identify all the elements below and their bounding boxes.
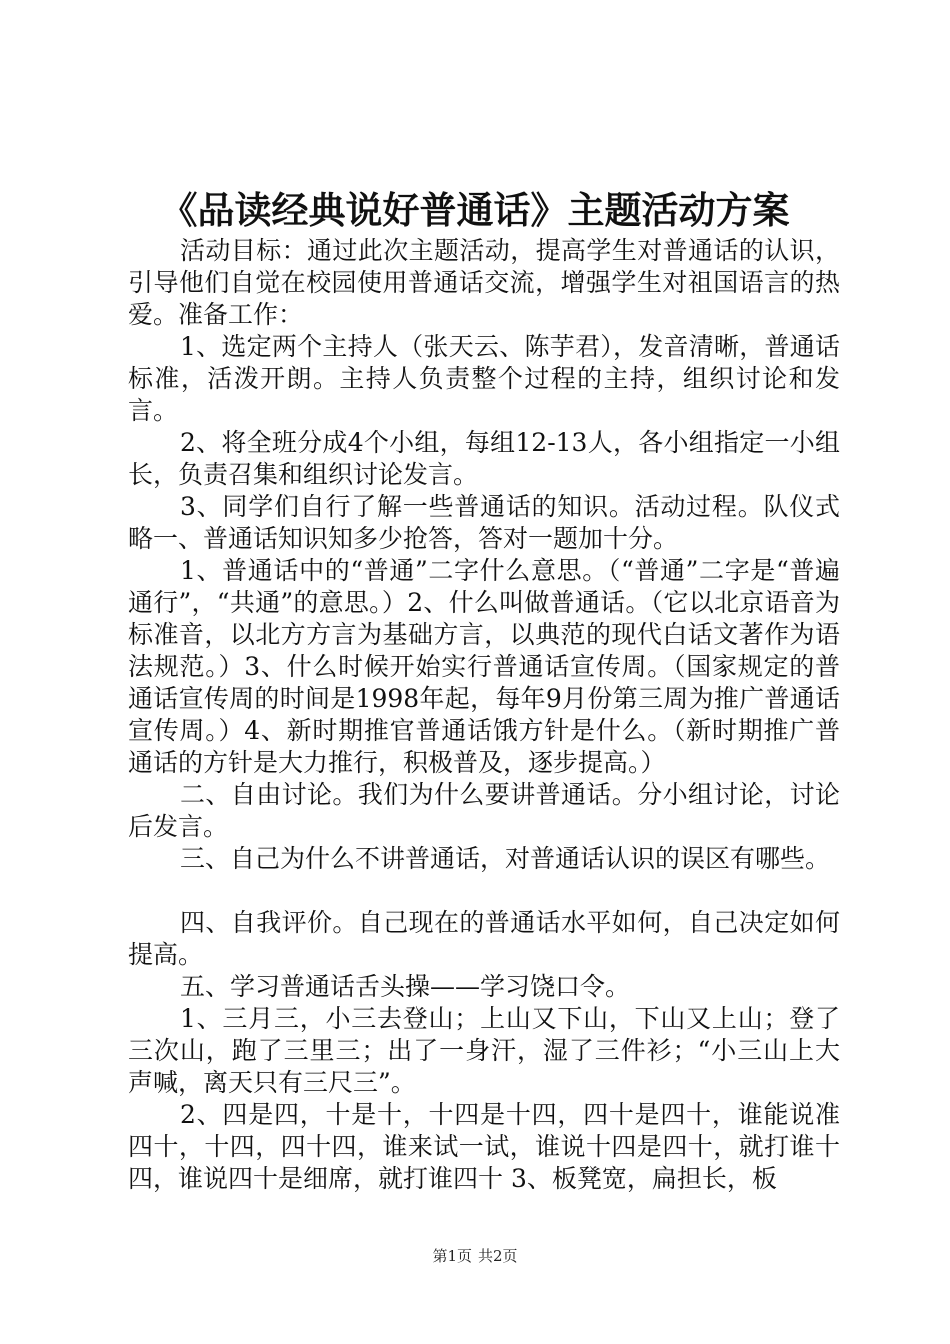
page-number: 第1页 xyxy=(432,1247,472,1265)
page-total: 共2页 xyxy=(478,1247,518,1265)
page-footer xyxy=(0,1246,950,1266)
paragraph-misconceptions: 三、自己为什么不讲普通话，对普通话认识的误区有哪些。 xyxy=(180,844,831,873)
document-body xyxy=(128,235,840,1195)
paragraph-goal: 活动目标：通过此次主题活动，提高学生对普通话的认识，引导他们自觉在校园使用普通话交流，增强学生对祖国语言的热爱。准备工作： xyxy=(128,236,840,329)
document-title: 《品读经典说好普通话》主题活动方案 xyxy=(160,188,790,232)
paragraph-prep-1: 1、选定两个主持人（张天云、陈芋君），发音清晰，普通话标准，活泼开朗。主持人负责整个过程的主持，组织讨论和发言。 xyxy=(128,332,840,425)
paragraph-prep-3: 3、同学们自行了解一些普通话的知识。活动过程。队仪式略一、普通话知识知多少抢答，答对一题加十分。 xyxy=(128,492,840,553)
paragraph-prep-2: 2、将全班分成4个小组，每组12-13人，各小组指定一小组长，负责召集和组织讨论发言。 xyxy=(128,428,840,489)
paragraph-tongue-twister-2: 2、四是四，十是十，十四是十四，四十是四十，谁能说准四十，十四，四十四，谁来试一试，谁说十四是四十，就打谁十四，谁说四十是细席，就打谁四十 3、板凳宽，扁担长，板 xyxy=(128,1100,840,1193)
paragraph-tongue-twister-1: 1、三月三，小三去登山；上山又下山，下山又上山；登了三次山，跑了三里三；出了一身汗，湿了三件衫；“小三山上大声喊，离天只有三尺三”。 xyxy=(128,1004,840,1097)
paragraph-discussion: 二、自由讨论。我们为什么要讲普通话。分小组讨论，讨论后发言。 xyxy=(128,780,840,841)
paragraph-self-evaluation: 四、自我评价。自己现在的普通话水平如何，自己决定如何提高。 xyxy=(128,908,840,969)
paragraph-tongue-twister-heading: 五、学习普通话舌头操——学习饶口令。 xyxy=(180,972,631,1001)
paragraph-quiz: 1、普通话中的“普通”二字什么意思。（“普通”二字是“普遍通行”，“共通”的意思。）2、什么叫做普通话。（它以北京语音为标准音，以北方方言为基础方言，以典范的现代白话文著作为语法规范。）3、什么时候开始实行普通话宣传周。（国家规定的普通话宣传周的时间是1998年起，每年9月份第三周为推广普通话宣传周。）4、新时期推官普通话饿方针是什么。（新时期推广普通话的方针是大力推行，积极普及，逐步提高。） xyxy=(128,556,840,777)
